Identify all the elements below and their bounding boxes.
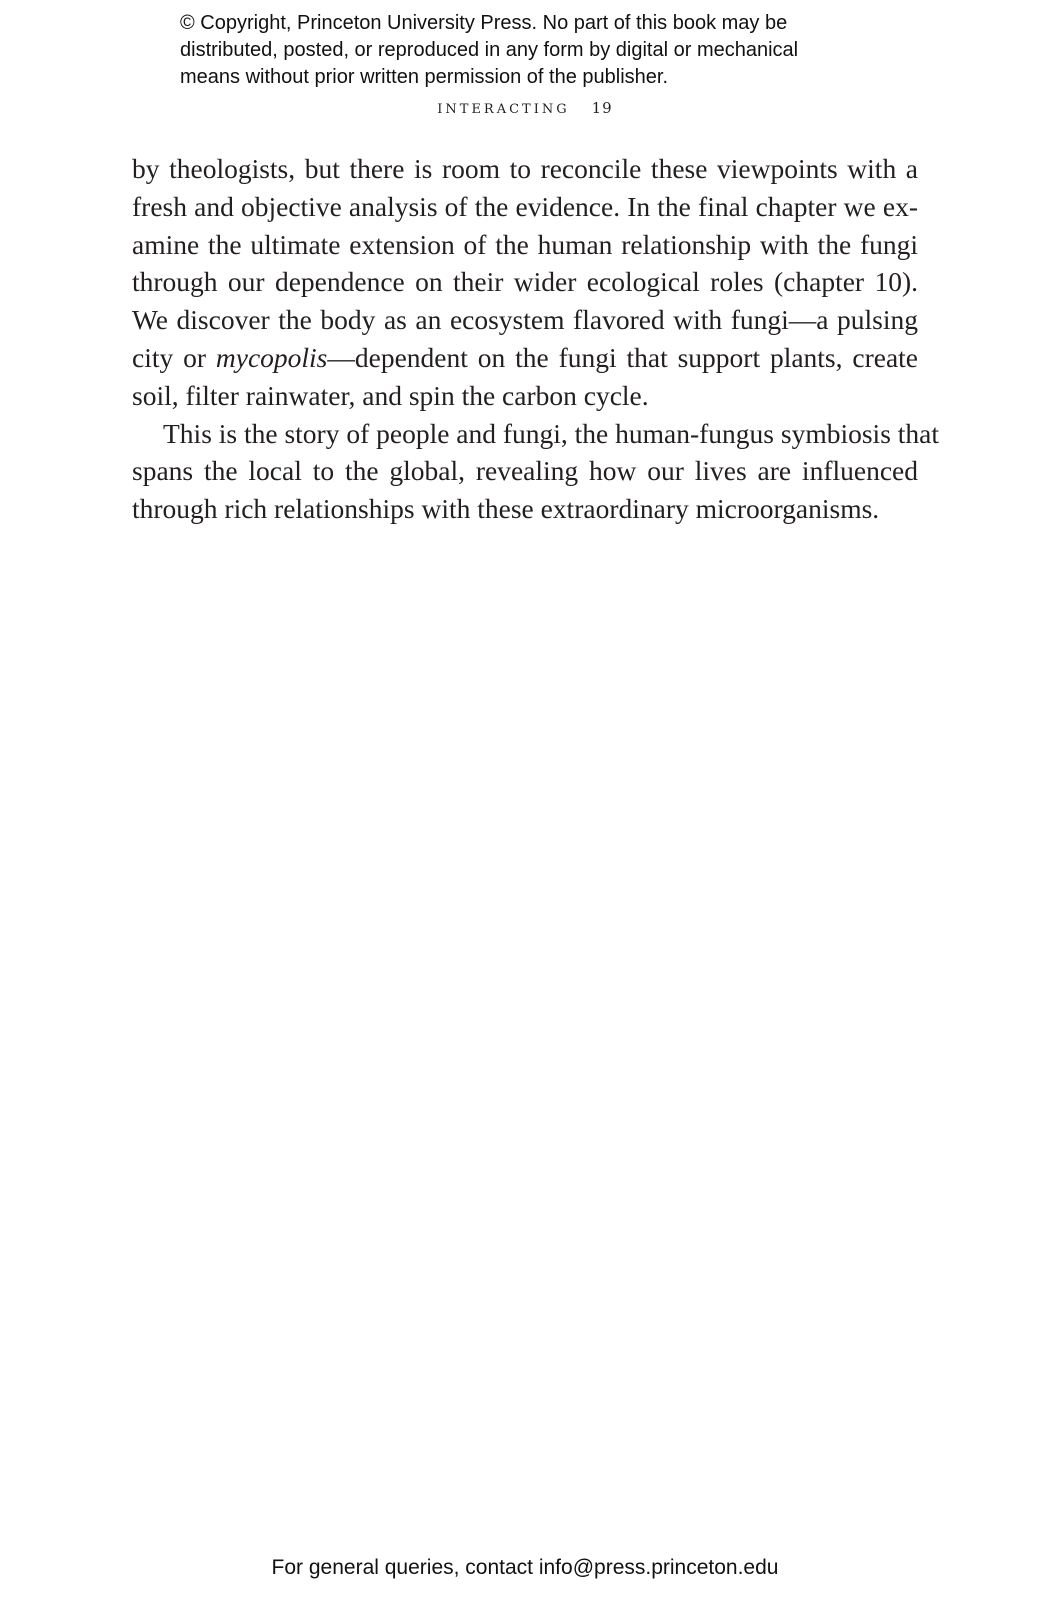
text-line: through rich relationships with these extraordinary microorganisms.: [132, 493, 880, 525]
text-line: fresh and objective analysis of the evidence. In the final chapter we ex-: [132, 190, 918, 222]
italic-term: mycopolis: [215, 341, 328, 373]
copyright-line: means without prior written permission of the publisher.: [180, 66, 669, 88]
copyright-line: © Copyright, Princeton University Press. No part of this book may be: [180, 12, 788, 34]
running-head: [0, 99, 1050, 117]
text-line: soil, filter rainwater, and spin the carbon cycle.: [132, 379, 649, 411]
text-line: amine the ultimate extension of the human relationship with the fungi: [132, 228, 918, 260]
text-run: city or: [132, 341, 216, 373]
paragraph: [132, 415, 940, 528]
text-line: through our dependence on their wider ecological roles (chapter 10).: [132, 266, 918, 298]
footer-contact: For general queries, contact info@press.princeton.edu: [271, 1556, 779, 1579]
copyright-notice: [180, 10, 900, 91]
copyright-line: distributed, posted, or reproduced in any form by digital or mechanical: [180, 39, 799, 61]
text-line: spans the local to the global, revealing how our lives are influenced: [132, 455, 918, 487]
page-number: 19: [591, 99, 613, 117]
text-line: This is the story of people and fungi, the human-fungus symbiosis that: [163, 417, 940, 449]
running-head-title: INTERACTING: [437, 102, 570, 117]
paragraph: [132, 150, 918, 415]
body-text: [132, 150, 940, 528]
text-run: —dependent on the fungi that support plants, create: [327, 341, 918, 373]
text-line: We discover the body as an ecosystem flavored with fungi—a pulsing: [132, 304, 918, 336]
text-line: by theologists, but there is room to reconcile these viewpoints with a: [132, 153, 918, 184]
text-line: [132, 339, 918, 377]
